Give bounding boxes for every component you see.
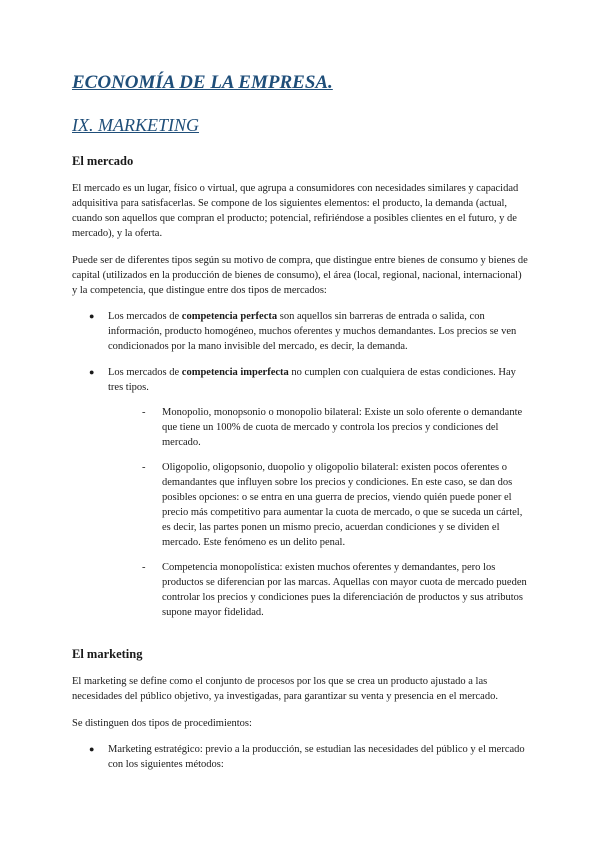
bullet-icon: ● <box>89 744 95 754</box>
dash-icon: - <box>142 407 146 418</box>
dash-icon: - <box>142 462 146 473</box>
subtype-monopolio <box>108 405 528 450</box>
bullet-text-pre: Los mercados de <box>108 367 182 378</box>
imperfect-subtypes-list <box>108 405 528 620</box>
bullet-text-post: son aquellos sin barreras de entrada o salida, con información, producto homogéneo, muchos oferentes y muchos demandantes. Los precios se ven condicionados por la mano invisible del mercado, es decir, la demanda. <box>108 311 517 352</box>
bullet-icon: ● <box>89 367 95 377</box>
dash-icon: - <box>142 562 146 573</box>
bullet-text: Marketing estratégico: previo a la producción, se estudian las necesidades del público y el mercado con los siguientes métodos: <box>108 744 525 770</box>
document-title: ECONOMÍA DE LA EMPRESA. <box>72 72 333 93</box>
heading-el-mercado: El mercado <box>72 154 134 168</box>
document-page <box>72 72 528 783</box>
bullet-text-post: no cumplen con cualquiera de estas condiciones. Hay tres tipos. <box>108 367 516 393</box>
section-title: IX. MARKETING <box>72 115 199 135</box>
mercado-paragraph-2: Puede ser de diferentes tipos según su motivo de compra, que distingue entre bienes de consumo y bienes de capital (utilizados en la producción de bienes de consumo), el área (local, regional, nacional, internacional) y la competencia, que distingue entre dos tipos de mercados: <box>72 255 528 296</box>
list-item-marketing-estrategico <box>72 742 528 772</box>
subtype-text: Oligopolio, oligopsonio, duopolio y oligopolio bilateral: existen pocos oferentes o demandantes que influyen sobre los precios y condiciones. En este caso, se dan dos posibles opciones: o se entra en una guerra de precios, viendo quién puede poner el precio más competitivo para aumentar la cuota de mercado, o que se suceda un cártel, es decir, las partes ponen un mismo precio, acuerdan condiciones y se dividen el mercado. Este fenómeno es un delito penal. <box>162 462 523 548</box>
bullet-text-pre: Los mercados de <box>108 311 182 322</box>
subtype-text: Competencia monopolística: existen muchos oferentes y demandantes, pero los productos se diferencian por las marcas. Aquellas con mayor cuota de mercado pueden controlar los precios y condiciones pues la diferenciación de productos y sus atributos supone mayor fidelidad. <box>162 562 527 618</box>
heading-el-marketing: El marketing <box>72 647 143 661</box>
subtype-competencia-monopolistica <box>108 560 528 620</box>
term-competencia-imperfecta: competencia imperfecta <box>181 367 289 378</box>
marketing-paragraph-2: Se distinguen dos tipos de procedimientos: <box>72 718 252 729</box>
procedures-list <box>72 742 528 772</box>
bullet-icon: ● <box>89 311 95 321</box>
mercado-paragraph-1: El mercado es un lugar, físico o virtual, que agrupa a consumidores con necesidades similares y capacidad adquisitiva para satisfacerlas. Se compone de los siguientes elementos: el producto, la demanda (actual, cuando son aquellos que compran el producto; potencial, refiriéndose a posibles clientes en el futuro, y de mercado), y la oferta. <box>72 183 519 239</box>
subtype-oligopolio <box>108 460 528 550</box>
market-types-list <box>72 309 528 620</box>
list-item-competencia-imperfecta <box>72 365 528 620</box>
term-competencia-perfecta: competencia perfecta <box>181 311 278 322</box>
subtype-text: Monopolio, monopsonio o monopolio bilateral: Existe un solo oferente o demandante que tiene un 100% de cuota de mercado y controla los precios y condiciones del mercado. <box>162 407 523 448</box>
marketing-paragraph-1: El marketing se define como el conjunto de procesos por los que se crea un producto ajustado a las necesidades del público objetivo, ya investigadas, para garantizar su venta y presencia en el mercado. <box>72 676 498 702</box>
list-item-competencia-perfecta <box>72 309 528 354</box>
